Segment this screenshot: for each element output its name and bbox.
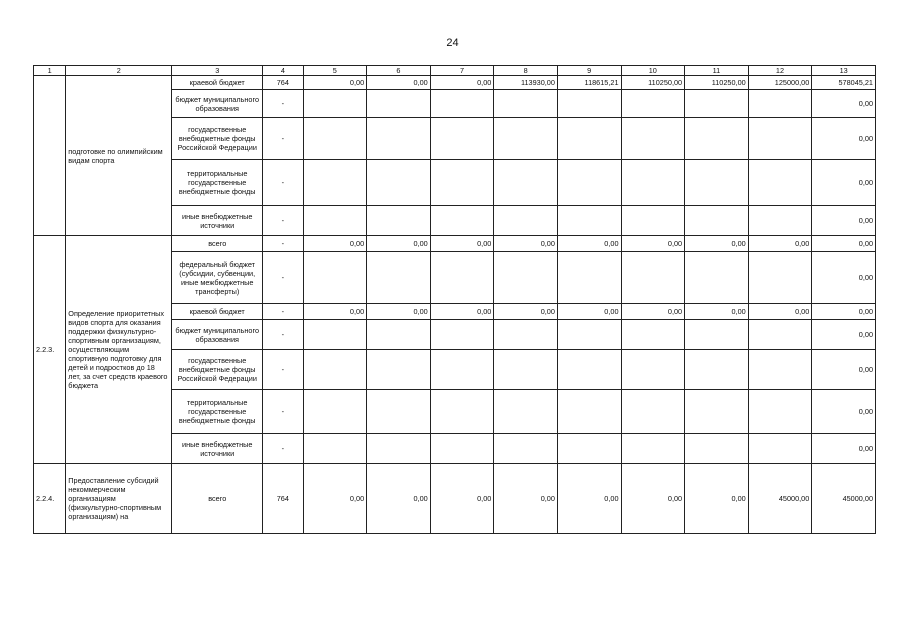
- total-value: 0,00: [812, 206, 876, 236]
- year-value: [685, 252, 749, 304]
- funding-source: федеральный бюджет (субсидии, субвенции, иные межбюджетные трансферты): [172, 252, 263, 304]
- year-value: [303, 160, 367, 206]
- table-row: [34, 236, 876, 252]
- total-value: 0,00: [812, 320, 876, 350]
- total-value: 0,00: [812, 390, 876, 434]
- year-value: 0,00: [430, 464, 494, 534]
- funding-source: иные внебюджетные источники: [172, 434, 263, 464]
- funding-source: всего: [172, 464, 263, 534]
- year-value: [367, 390, 431, 434]
- column-header: 8: [494, 66, 558, 76]
- year-value: [367, 350, 431, 390]
- activity-description: Предоставление субсидий некоммерческим организациям (физкультурно-спортивным организациям) на: [66, 464, 172, 534]
- year-value: [748, 350, 812, 390]
- total-value: 0,00: [812, 236, 876, 252]
- column-header: 5: [303, 66, 367, 76]
- year-value: [621, 252, 685, 304]
- year-value: [430, 434, 494, 464]
- year-value: [494, 90, 558, 118]
- year-value: [557, 320, 621, 350]
- year-value: 0,00: [494, 464, 558, 534]
- funding-source: всего: [172, 236, 263, 252]
- column-header: 3: [172, 66, 263, 76]
- year-value: [494, 252, 558, 304]
- year-value: [367, 206, 431, 236]
- year-value: [303, 90, 367, 118]
- year-value: [494, 350, 558, 390]
- year-value: [494, 160, 558, 206]
- year-value: [494, 434, 558, 464]
- year-value: [430, 90, 494, 118]
- budget-code: -: [263, 320, 303, 350]
- year-value: [621, 350, 685, 390]
- budget-code: 764: [263, 76, 303, 90]
- year-value: [557, 118, 621, 160]
- column-header: 9: [557, 66, 621, 76]
- year-value: [303, 390, 367, 434]
- table-row: [34, 464, 876, 534]
- table-body: [34, 66, 876, 534]
- year-value: 0,00: [367, 304, 431, 320]
- table-row: [34, 76, 876, 90]
- year-value: [748, 252, 812, 304]
- column-header: 6: [367, 66, 431, 76]
- year-value: [748, 390, 812, 434]
- year-value: 0,00: [367, 76, 431, 90]
- year-value: 0,00: [621, 464, 685, 534]
- year-value: [430, 206, 494, 236]
- funding-source: краевой бюджет: [172, 76, 263, 90]
- year-value: 110250,00: [685, 76, 749, 90]
- year-value: [303, 320, 367, 350]
- year-value: [557, 434, 621, 464]
- column-header: 12: [748, 66, 812, 76]
- year-value: [557, 160, 621, 206]
- year-value: 0,00: [748, 236, 812, 252]
- budget-code: -: [263, 304, 303, 320]
- funding-source: бюджет муниципального образования: [172, 320, 263, 350]
- total-value: 578045,21: [812, 76, 876, 90]
- activity-description: Определение приоритетных видов спорта для оказания поддержки физкультурно-спортивным организациям, осуществляющим спортивную подготовку для детей и подростков до 18 лет, за счет средств краевого бюджета: [66, 236, 172, 464]
- budget-code: -: [263, 236, 303, 252]
- year-value: [557, 390, 621, 434]
- year-value: [303, 118, 367, 160]
- year-value: 0,00: [430, 236, 494, 252]
- year-value: [430, 160, 494, 206]
- year-value: 0,00: [494, 304, 558, 320]
- column-header: 2: [66, 66, 172, 76]
- year-value: [557, 252, 621, 304]
- funding-source: территориальные государственные внебюджетные фонды: [172, 390, 263, 434]
- year-value: [430, 350, 494, 390]
- total-value: 0,00: [812, 304, 876, 320]
- row-code: 2.2.3.: [34, 236, 66, 464]
- year-value: 0,00: [367, 236, 431, 252]
- activity-description: подготовке по олимпийским видам спорта: [66, 76, 172, 236]
- year-value: 0,00: [303, 304, 367, 320]
- year-value: 0,00: [367, 464, 431, 534]
- page-number: 24: [446, 37, 459, 49]
- year-value: [303, 252, 367, 304]
- year-value: 0,00: [303, 236, 367, 252]
- total-value: 0,00: [812, 160, 876, 206]
- year-value: [367, 434, 431, 464]
- column-header: 7: [430, 66, 494, 76]
- year-value: [685, 390, 749, 434]
- year-value: [621, 90, 685, 118]
- year-value: 125000,00: [748, 76, 812, 90]
- total-value: 0,00: [812, 350, 876, 390]
- year-value: 0,00: [303, 464, 367, 534]
- budget-table: [33, 65, 876, 534]
- budget-code: -: [263, 206, 303, 236]
- row-code: [34, 76, 66, 236]
- budget-code: 764: [263, 464, 303, 534]
- year-value: [494, 118, 558, 160]
- year-value: [303, 350, 367, 390]
- year-value: 45000,00: [748, 464, 812, 534]
- year-value: 0,00: [621, 304, 685, 320]
- year-value: [367, 320, 431, 350]
- year-value: [621, 434, 685, 464]
- year-value: 0,00: [685, 304, 749, 320]
- year-value: [621, 118, 685, 160]
- year-value: [367, 90, 431, 118]
- year-value: [557, 350, 621, 390]
- year-value: 113930,00: [494, 76, 558, 90]
- year-value: [685, 350, 749, 390]
- year-value: [494, 390, 558, 434]
- column-header: 11: [685, 66, 749, 76]
- total-value: 45000,00: [812, 464, 876, 534]
- column-header: 1: [34, 66, 66, 76]
- budget-code: -: [263, 118, 303, 160]
- funding-source: бюджет муниципального образования: [172, 90, 263, 118]
- year-value: [430, 252, 494, 304]
- year-value: 0,00: [557, 464, 621, 534]
- year-value: [748, 206, 812, 236]
- year-value: 0,00: [494, 236, 558, 252]
- year-value: [303, 206, 367, 236]
- year-value: [367, 118, 431, 160]
- year-value: [430, 320, 494, 350]
- funding-source: государственные внебюджетные фонды Российской Федерации: [172, 118, 263, 160]
- budget-code: -: [263, 252, 303, 304]
- total-value: 0,00: [812, 252, 876, 304]
- year-value: [621, 160, 685, 206]
- funding-source: иные внебюджетные источники: [172, 206, 263, 236]
- year-value: 0,00: [303, 76, 367, 90]
- year-value: [748, 118, 812, 160]
- year-value: [748, 434, 812, 464]
- total-value: 0,00: [812, 118, 876, 160]
- year-value: [685, 434, 749, 464]
- year-value: [685, 118, 749, 160]
- year-value: [748, 320, 812, 350]
- funding-source: государственные внебюджетные фонды Российской Федерации: [172, 350, 263, 390]
- year-value: 0,00: [621, 236, 685, 252]
- year-value: [685, 320, 749, 350]
- header-row: [34, 66, 876, 76]
- year-value: [621, 206, 685, 236]
- budget-code: -: [263, 160, 303, 206]
- total-value: 0,00: [812, 90, 876, 118]
- year-value: 110250,00: [621, 76, 685, 90]
- column-header: 13: [812, 66, 876, 76]
- year-value: [494, 320, 558, 350]
- year-value: [367, 252, 431, 304]
- column-header: 10: [621, 66, 685, 76]
- funding-source: краевой бюджет: [172, 304, 263, 320]
- year-value: 0,00: [430, 76, 494, 90]
- year-value: 0,00: [430, 304, 494, 320]
- year-value: 0,00: [748, 304, 812, 320]
- total-value: 0,00: [812, 434, 876, 464]
- year-value: [685, 90, 749, 118]
- year-value: [685, 160, 749, 206]
- year-value: [621, 390, 685, 434]
- year-value: [494, 206, 558, 236]
- year-value: 0,00: [557, 304, 621, 320]
- year-value: [557, 90, 621, 118]
- funding-source: территориальные государственные внебюджетные фонды: [172, 160, 263, 206]
- year-value: [621, 320, 685, 350]
- budget-code: -: [263, 350, 303, 390]
- year-value: [303, 434, 367, 464]
- budget-code: -: [263, 390, 303, 434]
- budget-code: -: [263, 90, 303, 118]
- year-value: [748, 90, 812, 118]
- year-value: 0,00: [557, 236, 621, 252]
- year-value: 0,00: [685, 236, 749, 252]
- year-value: 0,00: [685, 464, 749, 534]
- row-code: 2.2.4.: [34, 464, 66, 534]
- year-value: [557, 206, 621, 236]
- year-value: [430, 118, 494, 160]
- budget-code: -: [263, 434, 303, 464]
- year-value: [430, 390, 494, 434]
- year-value: [367, 160, 431, 206]
- year-value: [685, 206, 749, 236]
- year-value: 118615,21: [557, 76, 621, 90]
- year-value: [748, 160, 812, 206]
- column-header: 4: [263, 66, 303, 76]
